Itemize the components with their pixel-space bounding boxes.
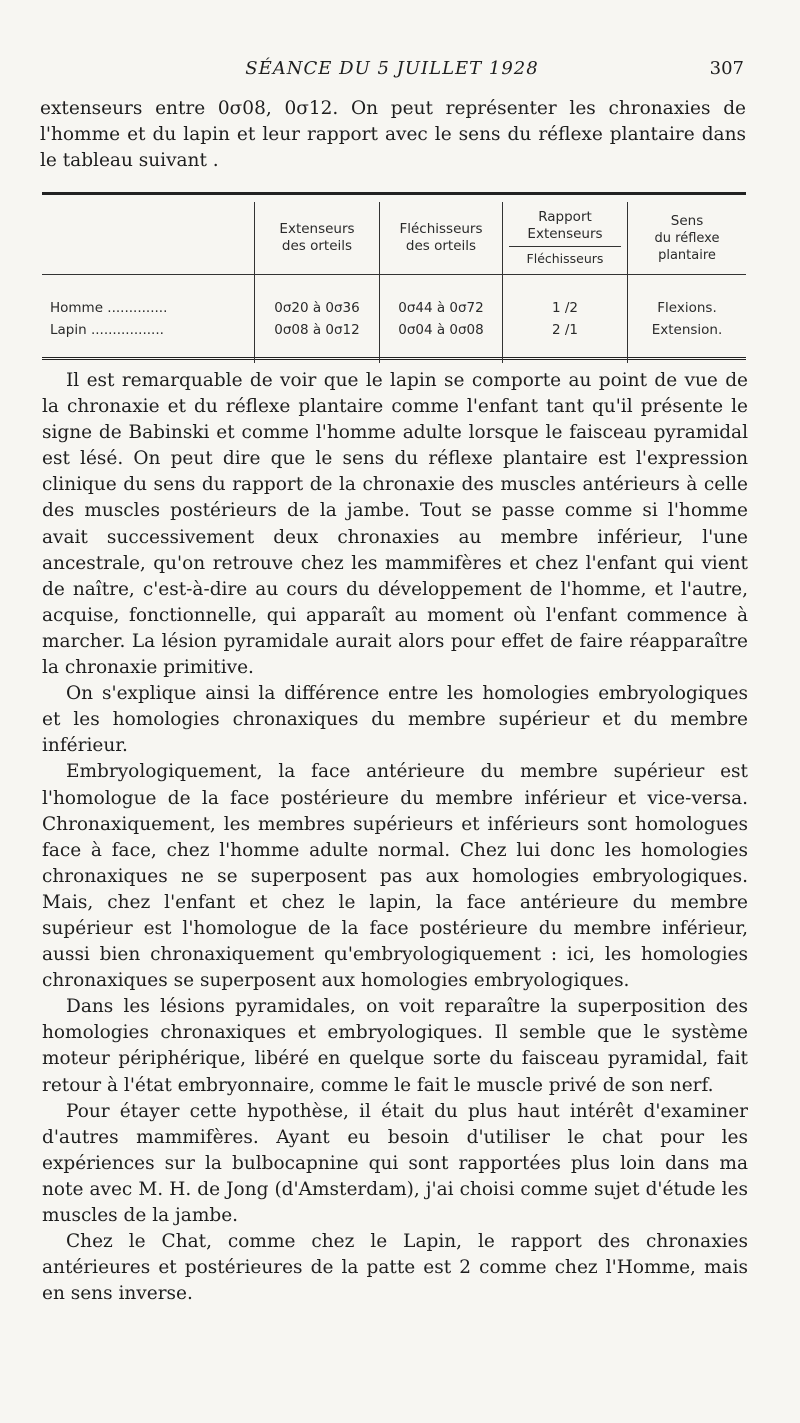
row-label: Homme ..............: [50, 300, 168, 316]
header-rapport-denominator: Fléchisseurs: [526, 251, 604, 266]
paragraph: Pour étayer cette hypothèse, il était du plus haut intérêt d'examiner d'autres mammifères. Ayant eu besoin d'utiliser le chat pour les expériences sur la bulbocapnine qui sont rapportées plus loin dans ma note avec M. H. de Jong (d'Amsterdam), j'ai choisi comme sujet d'étude les muscles de la jambe.: [42, 1100, 748, 1226]
cell-flechisseurs: 0σ04 à 0σ08: [380, 319, 503, 341]
header-flechisseurs: [380, 202, 503, 275]
chronaxie-table: [42, 192, 746, 360]
intro-text: [40, 96, 746, 174]
cell-extenseurs: 0σ20 à 0σ36: [255, 297, 380, 319]
header-empty-cell: [42, 202, 255, 275]
table-row: [42, 297, 746, 319]
intro-paragraph: extenseurs entre 0σ08, 0σ12. On peut représenter les chronaxies de l'homme et du lapin et leur rapport avec le sens du réflexe plantaire dans le tableau suivant .: [40, 98, 746, 171]
cell-extenseurs: 0σ08 à 0σ12: [255, 319, 380, 341]
header-flechisseurs-line1: Fléchisseurs: [399, 221, 483, 237]
paragraph: Dans les lésions pyramidales, on voit reparaître la superposition des homologies chronaxiques et embryologiques. Il semble que le système moteur périphérique, libéré en quelque sorte du faisceau pyramidal, fait retour à l'état embryonnaire, comme le fait le muscle privé de son nerf.: [42, 996, 748, 1096]
running-header: [40, 58, 744, 88]
page-number: 307: [709, 58, 744, 79]
header-sens-line2: du réflexe: [654, 230, 720, 246]
cell-rapport: 2 /1: [503, 319, 628, 341]
paragraph: Il est remarquable de voir que le lapin se comporte au point de vue de la chronaxie et du réflexe plantaire comme l'enfant tant qu'il présente le signe de Babinski et comme l'homme adulte lorsque le faisceau pyramidal est lésé. On peut dire que le sens du réflexe plantaire est l'expression clinique du sens du rapport de la chronaxie des muscles antérieurs à celle des muscles postérieurs de la jambe. Tout se passe comme si l'homme avait successivement deux chronaxies au membre inférieur, l'une ancestrale, qu'on retrouve chez les mammifères et chez l'enfant qui vient de naître, c'est-à-dire au cours du développement de l'homme, et l'autre, acquise, fonctionnelle, qui apparaît au moment où l'enfant commence à marcher. La lésion pyramidale aurait alors pour effet de faire réapparaître la chronaxie primitive.: [42, 370, 748, 679]
cell-sens: Extension.: [628, 319, 747, 341]
body-text: [42, 368, 748, 1307]
table-row: [42, 319, 746, 341]
header-extenseurs-line1: Extenseurs: [279, 221, 355, 237]
row-label: Lapin .................: [50, 322, 164, 338]
header-rapport-title: Rapport: [538, 209, 592, 225]
table-header-row: [42, 202, 746, 275]
header-rapport: [503, 202, 628, 275]
header-sens-line3: plantaire: [658, 247, 716, 263]
header-sens-line1: Sens: [670, 212, 704, 229]
cell-flechisseurs: 0σ44 à 0σ72: [380, 297, 503, 319]
table-spacer-row: [42, 341, 746, 363]
paragraph: Chez le Chat, comme chez le Lapin, le rapport des chronaxies antérieures et postérieures de la patte est 2 comme chez l'Homme, mais en sens inverse.: [42, 1231, 748, 1305]
paragraph: On s'explique ainsi la différence entre les homologies embryologiques et les homologies chronaxiques du membre supérieur et du membre inférieur.: [42, 683, 748, 757]
paragraph: Embryologiquement, la face antérieure du membre supérieur est l'homologue de la face postérieure du membre inférieur et vice-versa. Chronaxiquement, les membres supérieurs et inférieurs sont homologues face à face, chez l'homme adulte normal. Chez lui donc les homologies chronaxiques ne se superposent pas aux homologies embryologiques. Mais, chez l'enfant et chez le lapin, la face antérieure du membre supérieur est l'homologue de la face postérieure du membre inférieur, aussi bien chronaxiquement qu'embryologiquement : ici, les homologies chronaxiques se superposent aux homologies embryologiques.: [42, 761, 748, 992]
data-table: [42, 202, 746, 363]
table-spacer-row: [42, 275, 746, 298]
cell-rapport: 1 /2: [503, 297, 628, 319]
header-flechisseurs-line2: des orteils: [405, 238, 477, 254]
cell-sens: Flexions.: [628, 297, 747, 319]
header-rapport-numerator: Extenseurs: [509, 226, 621, 247]
header-sens: [628, 202, 747, 275]
running-title: SÉANCE DU 5 JUILLET 1928: [245, 58, 539, 79]
header-extenseurs: [255, 202, 380, 275]
header-extenseurs-line2: des orteils: [281, 238, 353, 254]
